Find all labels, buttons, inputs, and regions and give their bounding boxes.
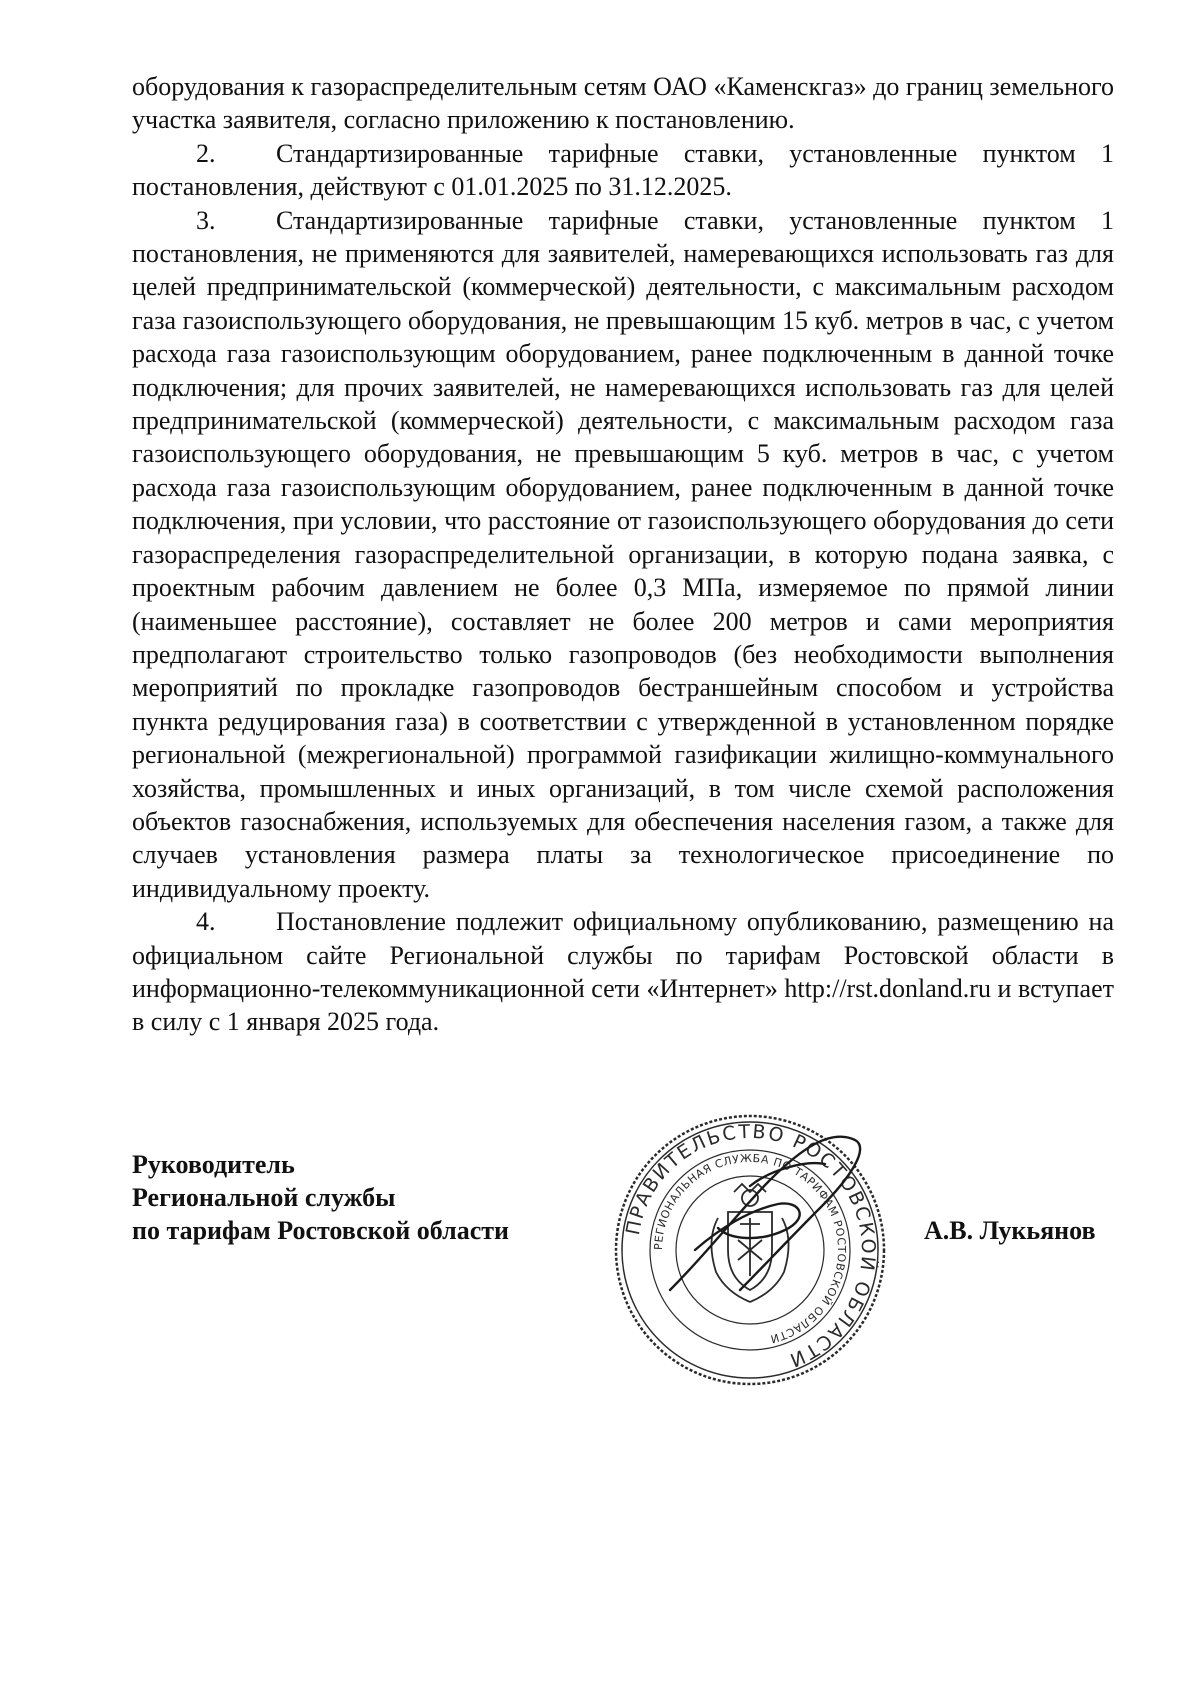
- signatory-title-line-2: Региональной службы: [132, 1183, 396, 1212]
- item-3-number: 3.: [196, 205, 216, 235]
- intro-paragraph: оборудования к газораспределительным сетям ОАО «Каменскгаз» до границ земельного участка заявителя, согласно приложению к постановлению.: [132, 72, 1114, 135]
- document-body: [132, 70, 1114, 1039]
- item-2-paragraph: [132, 137, 1114, 204]
- official-seal: [600, 1100, 900, 1400]
- signatory-title-line-1: Руководитель: [132, 1150, 295, 1179]
- item-2-number: 2.: [196, 138, 216, 168]
- item-3-text: Стандартизированные тарифные ставки, установленные пунктом 1 постановления, не применяются для заявителей, намеревающихся использовать газ для целей предпринимательской (коммерческой) деятельности, с максимальным расходом газа газоиспользующего оборудования, не превышающим 15 куб. метров в час, с учетом расхода газа газоиспользующим оборудованием, ранее подключенным в данной точке подключения; для прочих заявителей, не намеревающихся использовать газ для целей предпринимательской (коммерческой) деятельности, с максимальным расходом газа газоиспользующего оборудования, не превышающим 5 куб. метров в час, с учетом расхода газа газоиспользующим оборудованием, ранее подключенным в данной точке подключения, при условии, что расстояние от газоиспользующего оборудования до сети газораспределения газораспределительной организации, в которую подана заявка, с проектным рабочим давлением не более 0,3 МПа, измеряемое по прямой линии (наименьшее расстояние), составляет не более 200 метров и сами мероприятия предполагают строительство только газопроводов (без необходимости выполнения мероприятий по прокладке газопроводов бестраншейным способом и устройства пункта редуцирования газа) в соответствии с утвержденной в установленном порядке региональной (межрегиональной) программой газификации жилищно-коммунального хозяйства, промышленных и иных организаций, в том числе схемой расположения объектов газоснабжения, используемых для обеспечения населения газом, а также для случаев установления размера платы за технологическое присоединение по индивидуальному проекту.: [132, 205, 1114, 903]
- item-3-paragraph: [132, 204, 1114, 906]
- signatory-title: [132, 1148, 509, 1247]
- signatory-name: А.В. Лукьянов: [924, 1216, 1096, 1245]
- item-4-number: 4.: [196, 907, 216, 937]
- seal-outer-text: ПРАВИТЕЛЬСТВО РОСТОВСКОЙ ОБЛАСТИ: [621, 1120, 880, 1372]
- official-seal-graphic: [600, 1100, 900, 1400]
- item-4-text: Постановление подлежит официальному опубликованию, размещению на официальном сайте Региональной службы по тарифам Ростовской области в информационно-телекоммуникационной сети «Интернет» http://rst.donland.ru и вступает в силу с 1 января 2025 года.: [132, 907, 1114, 1037]
- item-4-paragraph: [132, 905, 1114, 1039]
- signatory-title-line-3: по тарифам Ростовской области: [132, 1216, 510, 1245]
- item-2-text: Стандартизированные тарифные ставки, установленные пунктом 1 постановления, действуют с 01.01.2025 по 31.12.2025.: [132, 138, 1114, 202]
- seal-inner-text: РЕГИОНАЛЬНАЯ СЛУЖБА ПО ТАРИФАМ РОСТОВСКОЙ ОБЛАСТИ: [651, 1151, 849, 1346]
